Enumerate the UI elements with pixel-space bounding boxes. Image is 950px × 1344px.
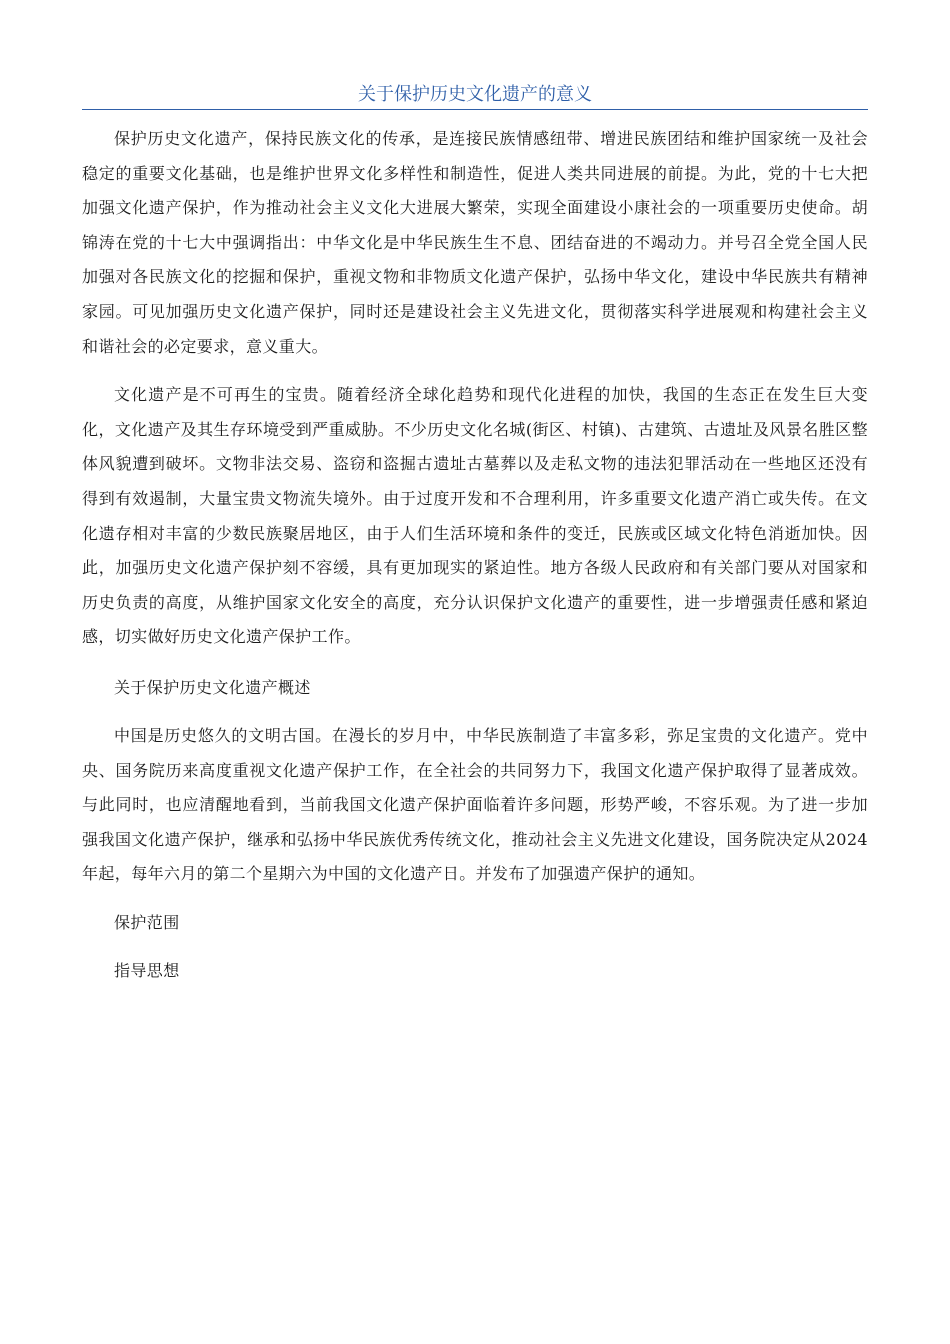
- paragraph-significance: 保护历史文化遗产，保持民族文化的传承，是连接民族情感纽带、增进民族团结和维护国家统一及社会稳定的重要文化基础，也是维护世界文化多样性和制造性，促进人类共同进展的前提。为此，党的十七大把加强文化遗产保护，作为推动社会主义文化大进展大繁荣，实现全面建设小康社会的一项重要历史使命。胡锦涛在党的十七大中强调指出：中华文化是中华民族生生不息、团结奋进的不竭动力。并号召全党全国人民加强对各民族文化的挖掘和保护，重视文物和非物质文化遗产保护，弘扬中华文化，建设中华民族共有精神家园。可见加强历史文化遗产保护，同时还是建设社会主义先进文化，贯彻落实科学进展观和构建社会主义和谐社会的必定要求，意义重大。: [82, 129, 868, 356]
- page-title: 关于保护历史文化遗产的意义: [358, 84, 592, 105]
- paragraph-threats: 文化遗产是不可再生的宝贵。随着经济全球化趋势和现代化进程的加快，我国的生态正在发生巨大变化，文化遗产及其生存环境受到严重威胁。不少历史文化名城(街区、村镇)、古建筑、古遗址及风景名胜区整体风貌遭到破坏。文物非法交易、盗窃和盗掘古遗址古墓葬以及走私文物的违法犯罪活动在一些地区还没有得到有效遏制，大量宝贵文物流失境外。由于过度开发和不合理利用，许多重要文化遗产消亡或失传。在文化遗存相对丰富的少数民族聚居地区，由于人们生活环境和条件的变迁，民族或区域文化特色消逝加快。因此，加强历史文化遗产保护刻不容缓，具有更加现实的紧迫性。地方各级人民政府和有关部门要从对国家和历史负责的高度，从维护国家文化安全的高度，充分认识保护文化遗产的重要性，进一步增强责任感和紧迫感，切实做好历史文化遗产保护工作。: [82, 385, 868, 647]
- header-divider: [82, 109, 868, 110]
- document-body: [82, 122, 868, 988]
- section-heading-scope: 保护范围: [114, 912, 180, 932]
- section-heading-guiding-ideology: 指导思想: [114, 960, 180, 980]
- paragraph-overview: 中国是历史悠久的文明古国。在漫长的岁月中，中华民族制造了丰富多彩，弥足宝贵的文化遗产。党中央、国务院历来高度重视文化遗产保护工作，在全社会的共同努力下，我国文化遗产保护取得了显著成效。与此同时，也应清醒地看到，当前我国文化遗产保护面临着许多问题，形势严峻，不容乐观。为了进一步加强我国文化遗产保护，继承和弘扬中华民族优秀传统文化，推动社会主义先进文化建设，国务院决定从2024年起，每年六月的第二个星期六为中国的文化遗产日。并发布了加强遗产保护的通知。: [82, 725, 868, 884]
- section-heading-overview: 关于保护历史文化遗产概述: [114, 677, 311, 697]
